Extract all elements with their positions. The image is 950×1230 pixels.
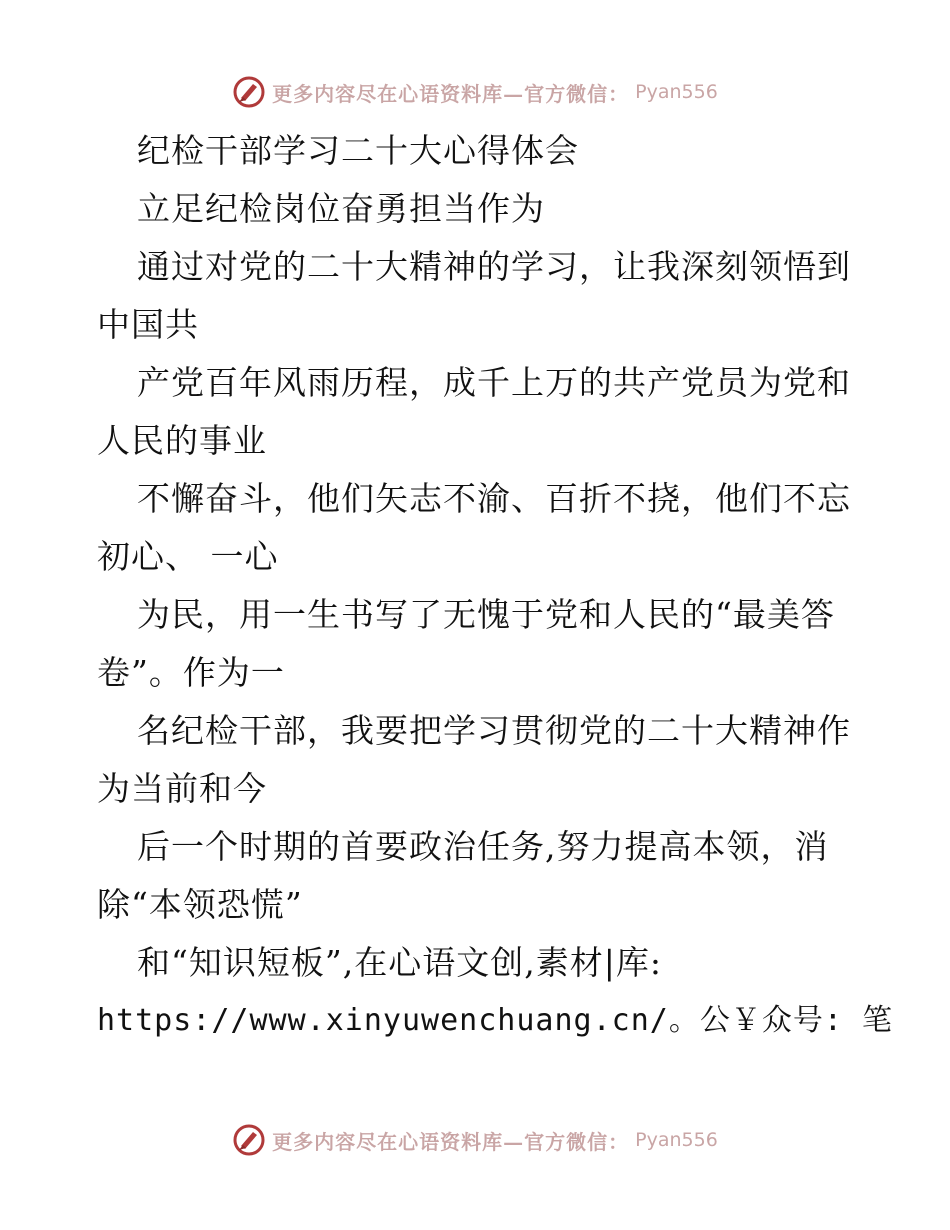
footer-watermark-banner: [0, 1120, 950, 1160]
paragraph-line: 不懈奋斗，他们矢志不渝、百折不挠，他们不忘: [137, 479, 851, 518]
paragraph-line: 为当前和今: [97, 769, 267, 808]
paragraph-line: 为民，用一生书写了无愧于党和人民的“最美答: [137, 595, 835, 634]
doc-title: 纪检干部学习二十大心得体会: [137, 131, 579, 170]
url-line: https://www.xinyuwenchuang.cn/。公￥众号: 笔: [97, 1003, 893, 1038]
paragraph-line: 和“知识短板”,在心语文创,素材|库:: [137, 943, 662, 982]
logo-icon: [232, 75, 266, 109]
footer-wechat-id: Pyan556: [635, 1129, 718, 1151]
logo-icon: [232, 1123, 266, 1157]
header-banner-text: 更多内容尽在心语资料库—官方微信：: [272, 81, 630, 106]
footer-banner-text: 更多内容尽在心语资料库—官方微信：: [272, 1129, 630, 1154]
paragraph-line: 人民的事业: [97, 421, 267, 460]
paragraph-line: 后一个时期的首要政治任务,努力提高本领，消: [137, 827, 829, 866]
doc-subtitle: 立足纪检岗位奋勇担当作为: [137, 189, 545, 228]
paragraph-line: 除“本领恐慌”: [97, 885, 303, 924]
paragraph-line: 产党百年风雨历程，成千上万的共产党员为党和: [137, 363, 851, 402]
paragraph-line: 通过对党的二十大精神的学习，让我深刻领悟到: [137, 247, 851, 286]
paragraph-line: 初心、 一心: [97, 537, 279, 576]
document-body: [97, 122, 893, 1050]
header-wechat-id: Pyan556: [635, 81, 718, 103]
header-watermark-banner: [0, 72, 950, 112]
paragraph-line: 名纪检干部，我要把学习贯彻党的二十大精神作: [137, 711, 851, 750]
paragraph-line: 卷”。作为一: [97, 653, 285, 692]
paragraph-line: 中国共: [97, 305, 199, 344]
